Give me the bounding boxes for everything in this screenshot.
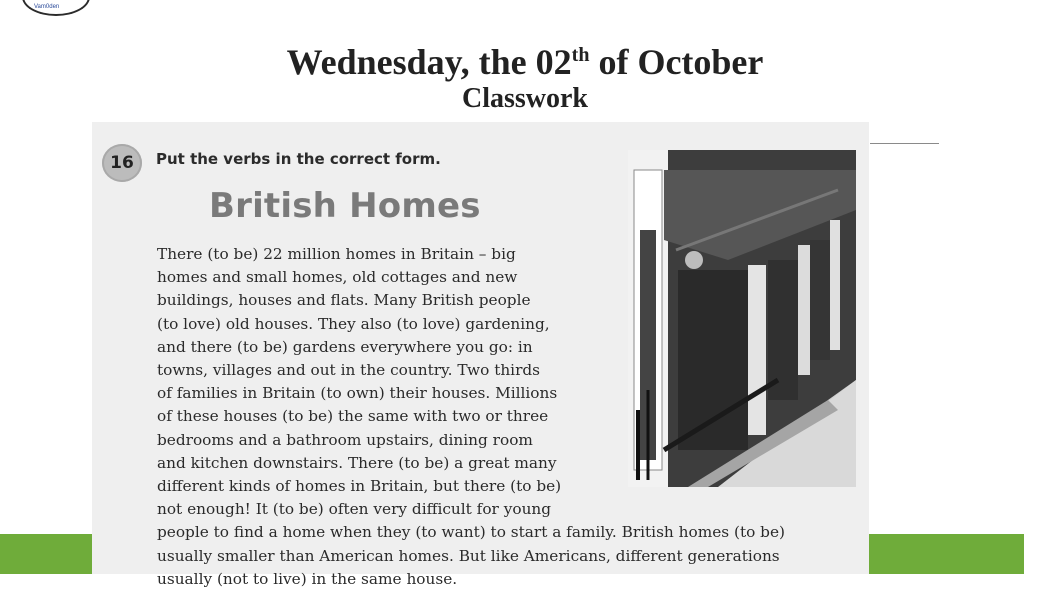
title-tail: of October <box>589 42 764 82</box>
logo-text: Vam0den <box>34 4 60 10</box>
text-line: usually (not to live) in the same house. <box>157 569 458 588</box>
text-line: bedrooms and a bathroom upstairs, dining room <box>157 430 533 449</box>
exercise-text <box>157 243 867 591</box>
divider-line <box>870 143 939 144</box>
title-main: Wednesday, the 02 <box>286 42 572 82</box>
text-line: different kinds of homes in Britain, but there (to be) <box>157 477 562 496</box>
text-line: There (to be) 22 million homes in Britain – big <box>157 245 516 263</box>
textbook-page-image <box>92 122 869 588</box>
text-line: (to love) old houses. They also (to love) gardening, <box>157 314 550 333</box>
text-line: of families in Britain (to own) their houses. Millions <box>157 384 558 403</box>
text-line: and kitchen downstairs. There (to be) a great many <box>157 453 557 472</box>
text-line: not enough! It (to be) often very difficult for young <box>157 500 552 519</box>
footer-bar-right <box>869 534 1024 574</box>
footer-bar-left <box>0 534 92 574</box>
text-line: towns, villages and out in the country. Two thirds <box>157 361 541 380</box>
text-line: usually smaller than American homes. But like Americans, different generations <box>157 546 780 565</box>
title-superscript: th <box>571 44 590 66</box>
slide-subtitle: Classwork <box>461 83 588 114</box>
exercise-heading: British Homes <box>209 186 481 226</box>
slide-title <box>0 42 1050 82</box>
text-line: of these houses (to be) the same with two or three <box>157 407 549 426</box>
text-line: people to find a home when they (to want) to start a family. British homes (to be) <box>157 523 785 542</box>
text-line: homes and small homes, old cottages and new <box>157 268 518 287</box>
text-line: and there (to be) gardens everywhere you go: in <box>157 337 533 356</box>
text-line: buildings, houses and flats. Many British people <box>157 291 531 310</box>
exercise-number-badge: 16 <box>102 144 142 182</box>
logo <box>22 0 88 16</box>
exercise-instruction: Put the verbs in the correct form. <box>156 150 441 168</box>
